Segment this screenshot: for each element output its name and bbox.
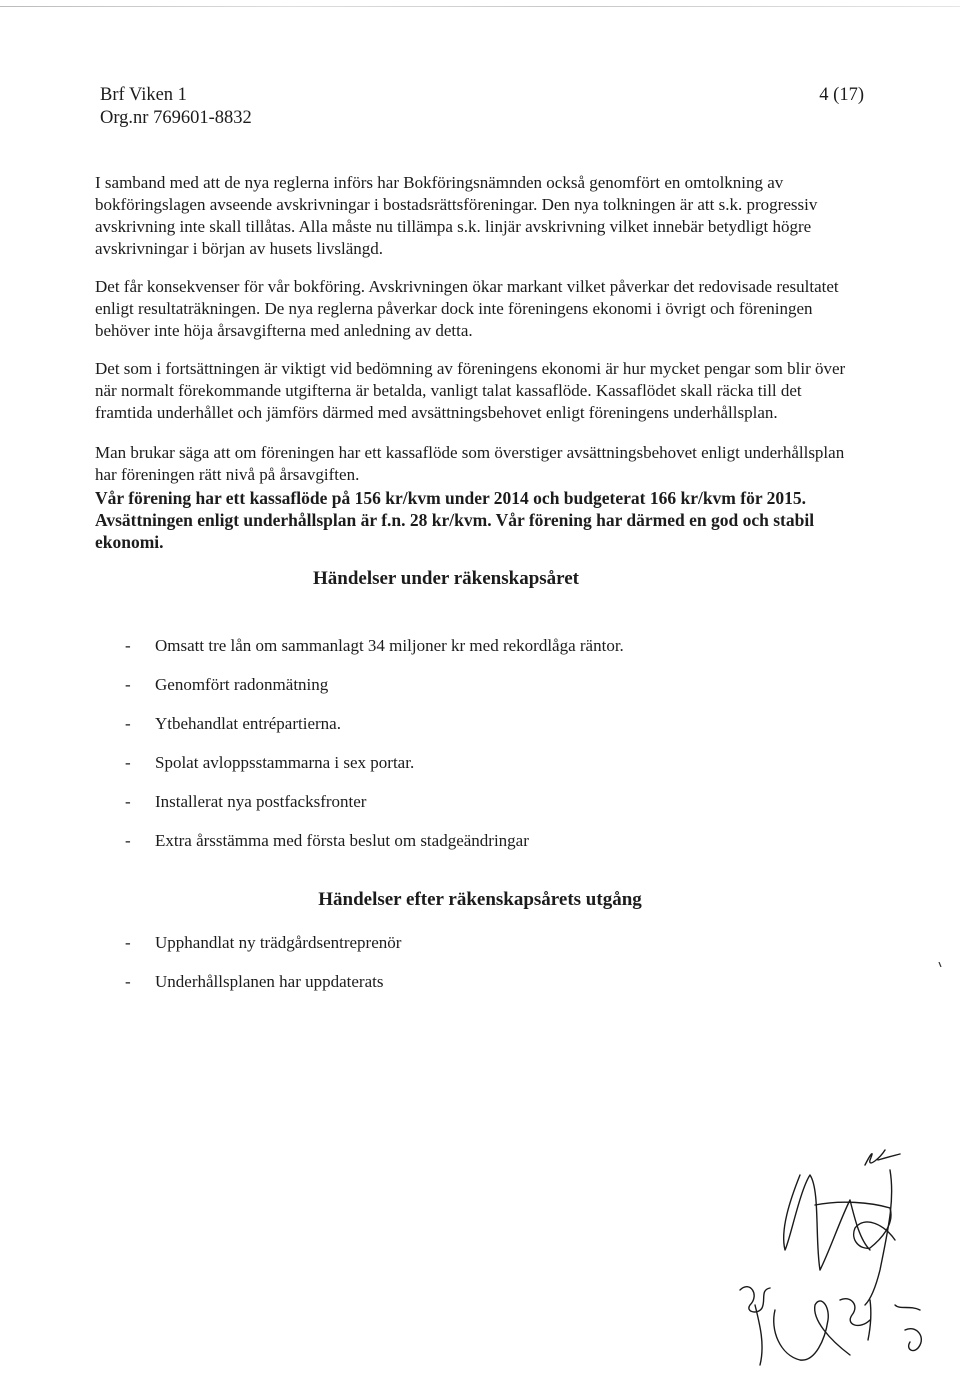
events-during-year-list [95,635,855,869]
list-dash: - [125,972,131,991]
list-item-text: Upphandlat ny trädgårdsentreprenör [155,933,402,952]
list-item [95,713,855,752]
paragraph-fee-level: Man brukar säga att om föreningen har ett kassaflöde som överstiger avsättningsbehovet enligt underhållsplan har föreningen rätt nivå på årsavgiften. [95,443,845,484]
list-dash: - [125,933,131,952]
list-item-text: Ytbehandlat entrépartierna. [155,714,341,733]
list-item-text: Underhållsplanen har uppdaterats [155,972,384,991]
list-item [95,791,855,830]
page-indicator: 4 (17) [819,85,864,105]
list-item [95,971,855,1010]
events-after-year-list [95,932,855,1010]
organization-name: Brf Viken 1 [100,85,187,105]
list-dash: - [125,792,131,811]
paragraph-cash-flow: Det som i fortsättningen är viktigt vid bedömning av föreningens ekonomi är hur mycket pengar som blir över när normalt förekommande utgifterna är betalda, vanligt talat kassaflöde. Kassaflödet skall räcka till det framtida underhållet och jämförs därmed med avsättningsbehovet enligt föreningens underhållsplan. [95,359,846,422]
list-item-text: Extra årsstämma med första beslut om stadgeändringar [155,831,529,850]
list-item-text: Omsatt tre lån om sammanlagt 34 miljoner kr med rekordlåga räntor. [155,636,624,655]
list-item-text: Genomfört radonmätning [155,675,329,694]
list-item-text: Installerat nya postfacksfronter [155,792,367,811]
paragraph-consequences: Det får konsekvenser för vår bokföring. Avskrivningen ökar markant vilket påverkar det redovisade resultatet enligt resultaträkningen. De nya reglerna påverkar dock inte föreningens ekonomi i övrigt och föreningen behöver inte höja årsavgifterna med anledning av detta. [95,277,839,340]
document-header-left [100,84,252,130]
list-dash: - [125,831,131,850]
section-heading-events-after-year: Händelser efter räkenskapsårets utgång [318,889,642,910]
list-item [95,635,855,674]
list-dash: - [125,636,131,655]
handwritten-signatures [720,1130,950,1370]
list-item [95,674,855,713]
section-heading-events-during-year: Händelser under räkenskapsåret [312,568,580,589]
list-item [95,932,855,971]
paragraph-economy-summary: Vår förening har ett kassaflöde på 156 kr/kvm under 2014 och budgeterat 166 kr/kvm för 2015. Avsättningen enligt underhållsplan är f.n. 28 kr/kvm. Vår förening har därmed en god och stabil ekonomi. [95,488,815,552]
list-item [95,752,855,791]
paragraph-accounting-rules: I samband med att de nya reglerna införs har Bokföringsnämnden också genomfört en omtolkning av bokföringslagen avseende avskrivningar i bostadsrättsföreningar. Den nya tolkningen är att s.k. progressiv avskrivning inte skall tillåtas. Alla måste nu tillämpa s.k. linjär avskrivning vilket innebär betydligt högre avskrivningar i början av husets livslängd. [95,173,818,258]
scan-edge-line [0,6,960,7]
organization-number: Org.nr 769601-8832 [100,108,252,128]
list-item [95,830,855,869]
stray-ink-mark [938,962,942,967]
list-dash: - [125,753,131,772]
list-dash: - [125,714,131,733]
list-dash: - [125,675,131,694]
list-item-text: Spolat avloppsstammarna i sex portar. [155,753,415,772]
